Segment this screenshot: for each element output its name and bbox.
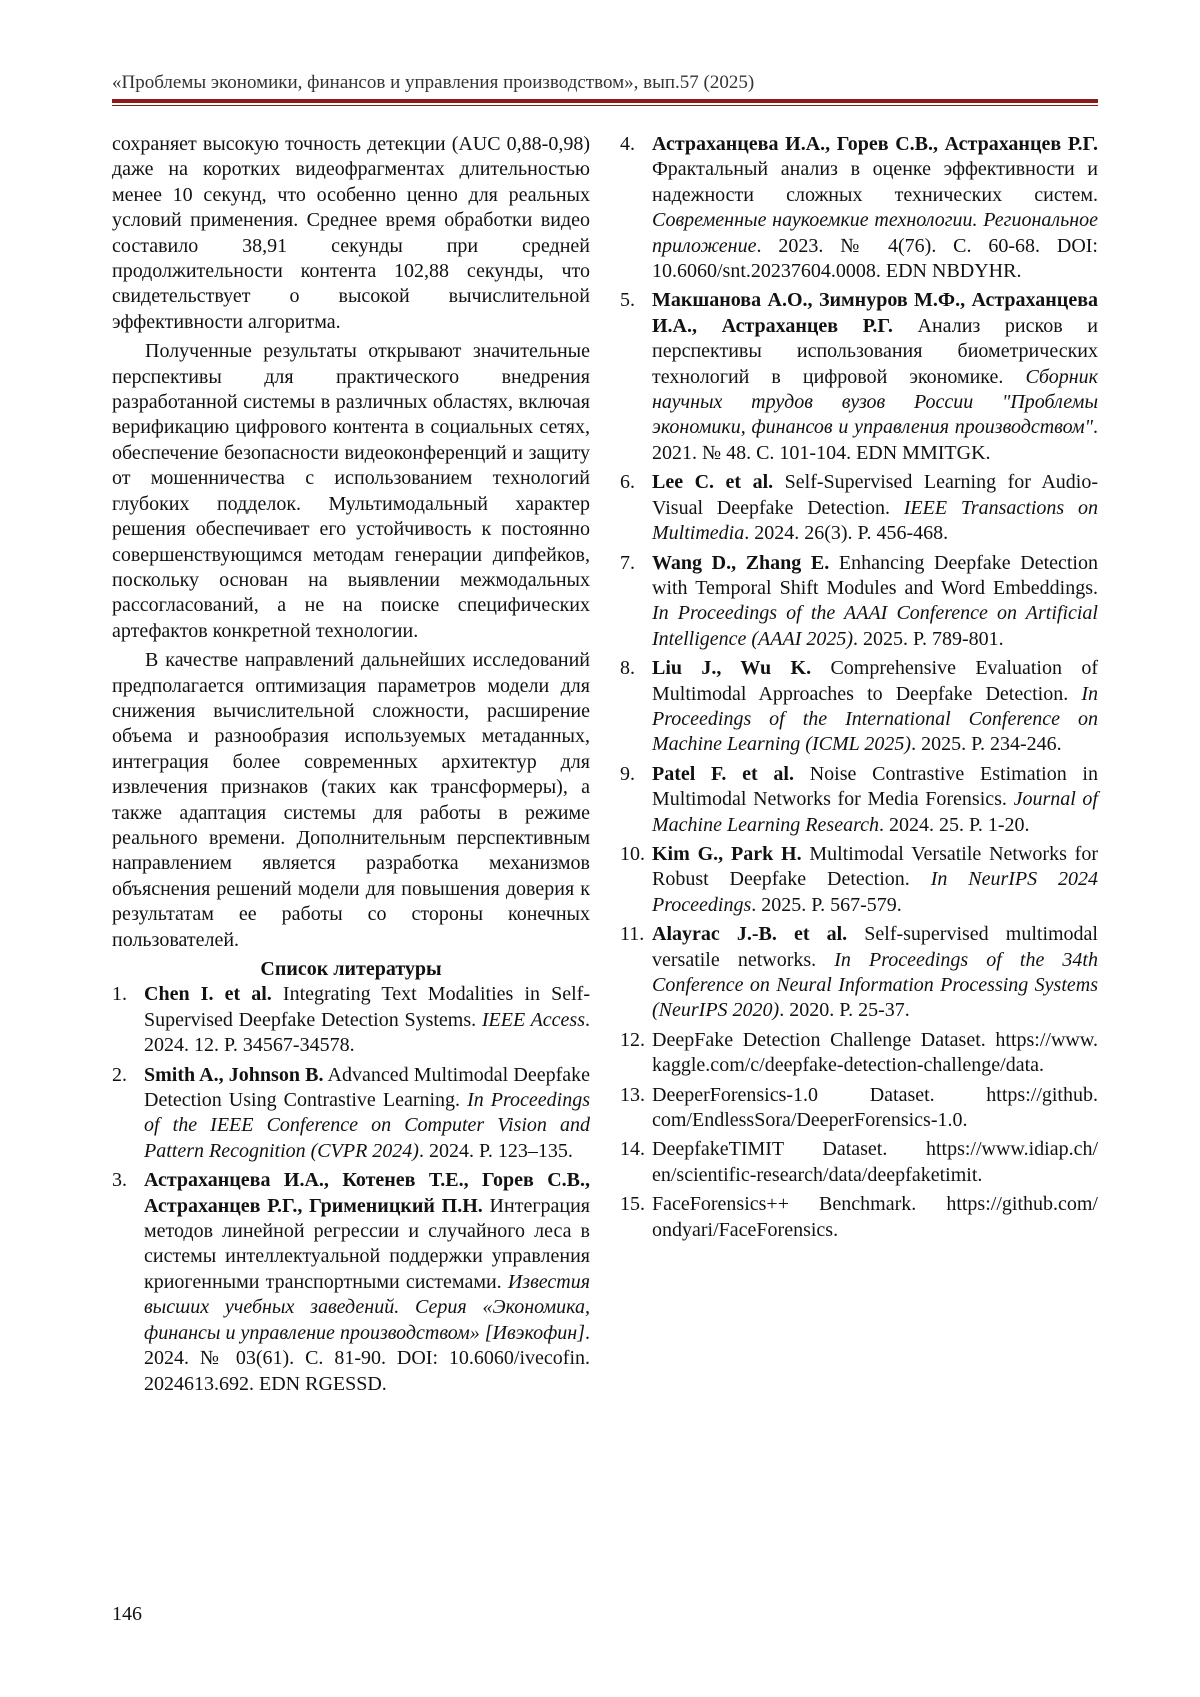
- reference-number: 3.: [112, 1169, 127, 1192]
- reference-body: [652, 1083, 1098, 1134]
- reference-text: Noise Contrastive Estimation in Multimodal Networks for Media Forensics.: [652, 762, 1098, 811]
- reference-body: [652, 922, 1098, 1024]
- reference-source: In Proceedings of the International Conference on Machine Learning (ICML 2025): [652, 682, 1098, 756]
- reference-item: [620, 842, 1098, 918]
- reference-body: [652, 132, 1098, 284]
- reference-authors: Макшанова А.О., Зимнуров М.Ф., Астраханцева И.А., Астраханцев Р.Г.: [652, 289, 1098, 337]
- reference-item: [620, 922, 1098, 1024]
- reference-body: [144, 982, 590, 1058]
- reference-number: 2.: [112, 1063, 127, 1086]
- right-column: [620, 132, 1098, 1247]
- reference-item: [620, 132, 1098, 284]
- reference-text: Self-supervised multimodal versatile networks.: [652, 923, 1098, 971]
- reference-number: 11.: [620, 923, 645, 946]
- reference-text: Self-Supervised Learning for Audio-Visual Deepfake Detection.: [652, 471, 1098, 519]
- reference-text: DeepFake Detection Challenge Dataset. https://www. kaggle.com/c/deepfake-detection-challenge/data.: [652, 1028, 1098, 1077]
- reference-item: [620, 762, 1098, 838]
- left-column: [112, 132, 590, 1401]
- reference-authors: Chen I. et al.: [144, 983, 272, 1006]
- reference-text: DeepfakeTIMIT Dataset. https://www.idiap.ch/ en/scientific-research/data/deepfaketimit.: [652, 1138, 1098, 1186]
- reference-tail: . 2024. 25. P. 1-20.: [878, 813, 1030, 836]
- reference-body: [652, 288, 1098, 466]
- reference-source: Современные наукоемкие технологии. Региональное приложение: [652, 209, 1098, 257]
- reference-body: [652, 842, 1098, 918]
- reference-item: [112, 982, 590, 1058]
- reference-authors: Alayrac J.-B. et al.: [652, 923, 848, 946]
- reference-tail: . 2024. 12. P. 34567-34578.: [144, 1008, 590, 1057]
- reference-text: DeeperForensics-1.0 Dataset. https://github. com/EndlessSora/DeeperForensics-1.0.: [652, 1083, 1098, 1132]
- reference-tail: . 2025. P. 234-246.: [911, 733, 1062, 756]
- reference-authors: Kim G., Park H.: [652, 842, 802, 865]
- reference-authors: Астраханцева И.А., Котенев Т.Е., Горев С.В., Астраханцев Р.Г., Грименицкий П.Н.: [144, 1169, 590, 1217]
- header-rule-thin: [112, 105, 1098, 106]
- reference-source: Сборник научных трудов вузов России "Проблемы экономики, финансов и управления производством": [652, 365, 1098, 439]
- reference-body: [652, 762, 1098, 838]
- reference-item: [620, 1028, 1098, 1079]
- reference-source: Известия высших учебных заведений. Серия «Экономика, финансы и управление производством» [Ивэкофин]: [144, 1270, 590, 1344]
- reference-tail: . 2024. P. 123–135.: [418, 1139, 573, 1162]
- reference-body: [652, 1028, 1098, 1079]
- reference-number: 10.: [620, 842, 645, 865]
- reference-number: 5.: [620, 289, 635, 312]
- reference-item: [620, 288, 1098, 466]
- reference-authors: Астраханцева И.А., Горев С.В., Астраханцев Р.Г.: [652, 133, 1098, 155]
- reference-item: [620, 1192, 1098, 1243]
- reference-number: 6.: [620, 471, 635, 494]
- reference-text: Интеграция методов линейной регрессии и случайного леса в системы интеллектуальной поддержки управления криогенными транспортными системами.: [144, 1194, 590, 1293]
- body-paragraph: Полученные результаты открывают значительные перспективы для практического внедрения разработанной системы в различных областях, включая верификацию цифрового контента в социальных сетях, обеспечение безопасности видеоконференций и защиту от мошенничества с использованием технологий глубоких подделок. Мультимодальный характер решения обеспечивает его устойчивость к постоянно совершенствующимся методам генерации дипфейков, поскольку основан на выявлении межмодальных рассогласований, а не на поиске специфических артефактов конкретной технологии.: [112, 340, 590, 642]
- reference-text: Анализ рисков и перспективы использования биометрических технологий в цифровой экономике.: [652, 314, 1098, 388]
- reference-source: IEEE Access: [481, 1008, 585, 1031]
- running-header: «Проблемы экономики, финансов и управления производством», вып.57 (2025): [112, 72, 755, 93]
- reference-number: 14.: [620, 1138, 645, 1161]
- reference-body: [652, 1192, 1098, 1243]
- reference-item: [620, 551, 1098, 653]
- reference-tail: . 2025. P. 567-579.: [751, 893, 902, 916]
- reference-tail: . 2020. P. 25-37.: [779, 999, 910, 1022]
- body-paragraph: сохраняет высокую точность детекции (AUC 0,88-0,98) даже на коротких видеофрагментах длительностью менее 10 секунд, что особенно ценно для реальных условий применения. Среднее время обработки видео составило 38,91 секунды при средней продолжительности контента 102,88 секунды, что свидетельствует о высокой вычислительной эффективности алгоритма.: [112, 133, 590, 333]
- reference-authors: Liu J., Wu K.: [652, 657, 812, 680]
- reference-tail: . 2025. P. 789-801.: [853, 627, 1004, 650]
- reference-source: In Proceedings of the AAAI Conference on Artificial Intelligence (AAAI 2025): [652, 602, 1098, 650]
- reference-body: [652, 656, 1098, 758]
- body-paragraph: В качестве направлений дальнейших исследований предполагается оптимизация параметров модели для снижения вычислительной сложности, расширение объема и разнообразия используемых метаданных, интеграция более современных архитектур для извлечения признаков (таких как трансформеры), а также адаптация системы для работы в режиме реального времени. Дополнительным перспективным направлением является разработка механизмов объяснения решений модели для повышения доверия к результатам ее работы со стороны конечных пользователей.: [112, 649, 590, 951]
- reference-body: [144, 1168, 590, 1397]
- reference-body: [144, 1063, 590, 1165]
- reference-body: [652, 551, 1098, 653]
- reference-item: [620, 1083, 1098, 1134]
- reference-source: IEEE Transactions on Multimedia: [652, 496, 1099, 545]
- reference-item: [112, 1063, 590, 1165]
- reference-number: 13.: [620, 1083, 645, 1106]
- reference-text: Multimodal Versatile Networks for Robust Deepfake Detection.: [652, 842, 1099, 891]
- reference-source: In NeurIPS 2024 Proceedings: [652, 868, 1098, 916]
- reference-authors: Patel F. et al.: [652, 762, 794, 785]
- reference-authors: Lee C. et al.: [652, 471, 774, 494]
- reference-source: Journal of Machine Learning Research: [652, 788, 1098, 836]
- header-rule: [112, 99, 1098, 103]
- reference-number: 12.: [620, 1028, 645, 1051]
- reference-body: [652, 1137, 1098, 1188]
- reference-item: [620, 470, 1098, 546]
- references-title: Список литературы: [260, 958, 442, 980]
- reference-text: Advanced Multimodal Deepfake Detection Using Contrastive Learning.: [144, 1063, 590, 1112]
- reference-source: In Proceedings of the 34th Conference on Neural Information Processing Systems (NeurIPS 2020): [652, 948, 1098, 1022]
- reference-item: [620, 1137, 1098, 1188]
- reference-text: Comprehensive Evaluation of Multimodal Approaches to Deepfake Detection.: [652, 657, 1098, 705]
- reference-number: 15.: [620, 1193, 645, 1216]
- reference-text: Integrating Text Modalities in Self-Supervised Deepfake Detection Systems.: [144, 983, 590, 1031]
- reference-tail: . 2024. № 03(61). С. 81-90. DOI: 10.6060/ivecofin. 2024613.692. EDN RGESSD.: [144, 1321, 590, 1395]
- reference-authors: Smith A., Johnson B.: [144, 1063, 324, 1086]
- reference-item: [112, 1168, 590, 1397]
- reference-authors: Wang D., Zhang E.: [652, 551, 830, 574]
- reference-number: 9.: [620, 762, 635, 785]
- reference-number: 7.: [620, 551, 635, 574]
- reference-body: [652, 470, 1098, 546]
- page-number: 146: [112, 1603, 142, 1625]
- reference-number: 8.: [620, 657, 635, 680]
- reference-tail: . 2021. № 48. С. 101-104. EDN MMITGK.: [652, 416, 1098, 464]
- reference-number: 1.: [112, 983, 127, 1006]
- reference-tail: . 2024. 26(3). P. 456-468.: [744, 522, 949, 545]
- reference-number: 4.: [620, 133, 635, 155]
- reference-source: In Proceedings of the IEEE Conference on Computer Vision and Pattern Recognition (CVPR 2024): [144, 1089, 591, 1162]
- reference-text: Фрактальный анализ в оценке эффективности и надежности сложных технических систем.: [652, 158, 1098, 206]
- reference-tail: . 2023. № 4(76). С. 60-68. DOI: 10.6060/snt.20237604.0008. EDN NBDYHR.: [652, 234, 1098, 283]
- reference-text: FaceForensics++ Benchmark. https://github.com/ ondyari/FaceForensics.: [652, 1193, 1098, 1241]
- reference-item: [620, 656, 1098, 758]
- reference-text: Enhancing Deepfake Detection with Temporal Shift Modules and Word Embeddings.: [652, 551, 1098, 599]
